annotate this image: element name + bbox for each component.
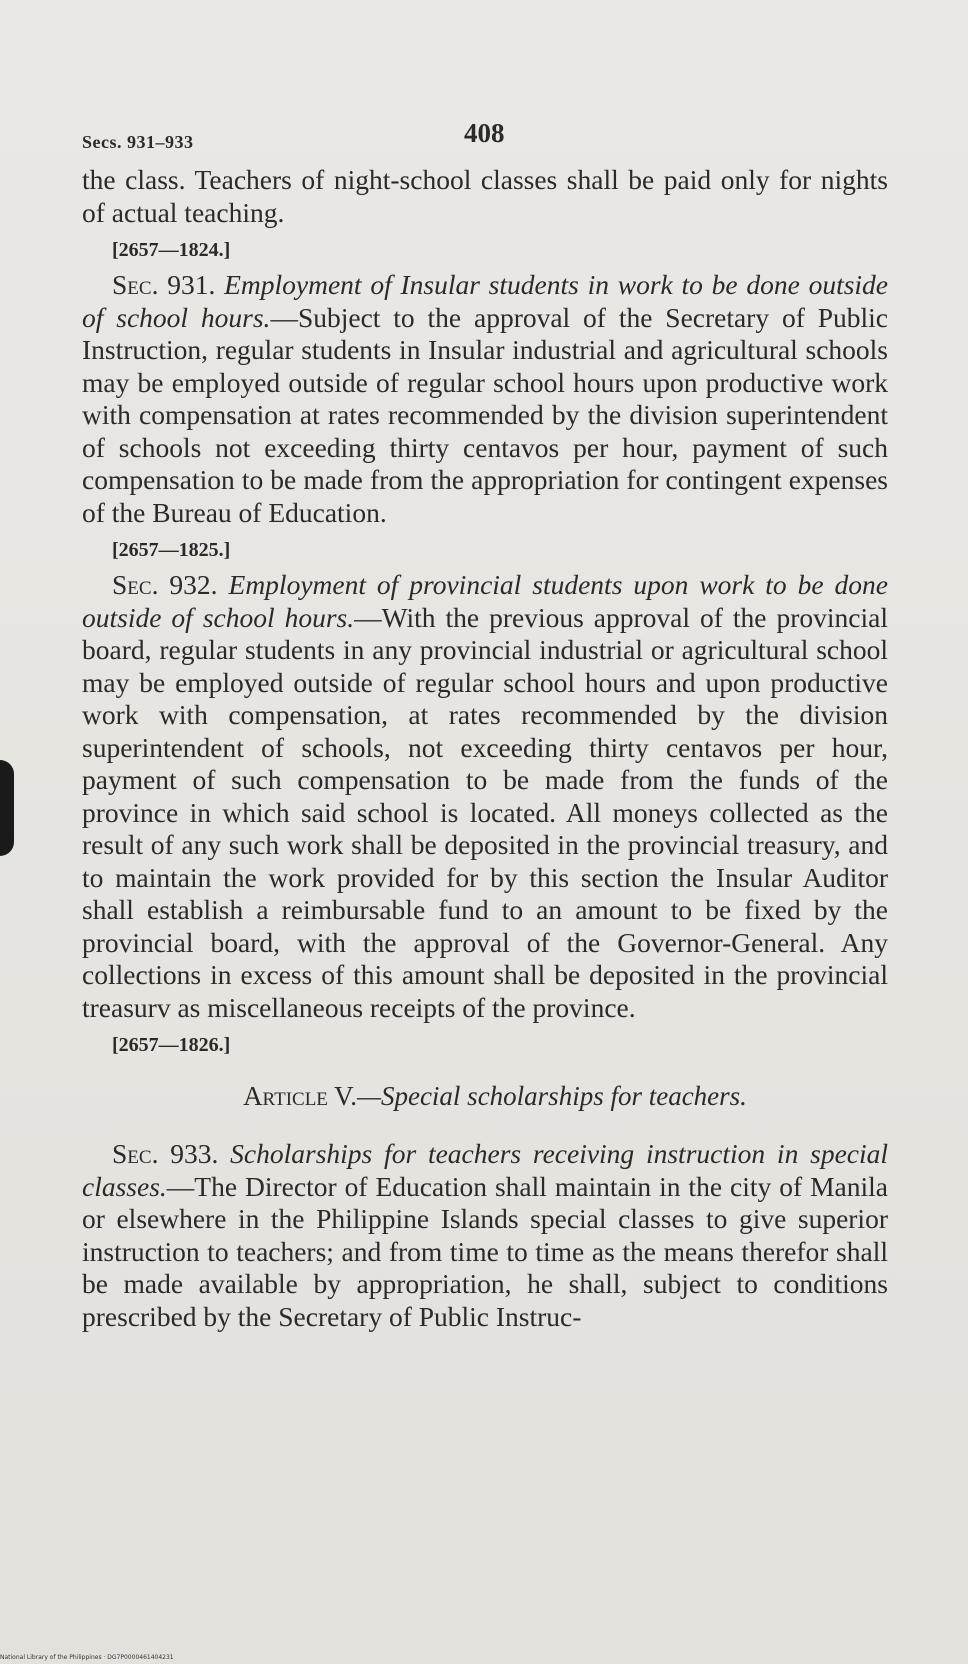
section-s933 (82, 1138, 888, 1333)
page-number: 408 (464, 118, 505, 148)
section-title: Employment of Insular students in work to be done outside of school hours. (82, 269, 889, 333)
source-citation: [2657—1825.] (112, 539, 231, 561)
running-head (82, 112, 888, 164)
source-citation: [2657—1824.] (112, 239, 231, 261)
section-label: Sec. 931. (112, 269, 216, 300)
source-citation: [2657—1826.] (112, 1034, 231, 1056)
page (82, 112, 888, 1333)
section-title: Employment of provincial students upon work to be done outside of school hours. (82, 569, 889, 633)
section-body: —The Director of Education shall maintain in the city of Manila or elsewhere in the Philippine Islands special classes to give superior instruction to teachers; and from time to time as the means therefor shall be made available by appropriation, he shall, subject to conditions prescribed by the Secretary of Public Instruc- (82, 1170, 888, 1332)
section-body: —With the previous approval of the provincial board, regular students in any provincial industrial or agricultural school may be employed outside of regular school hours and upon productive work with compensation, at rates recommended by the division superintendent of schools, not exceeding thirty centavos per hour, payment of such compensation to be made from the funds of the province in which said school is located. All moneys collected as the result of any such work shall be deposited in the provincial treasury, and to maintain the work provided for by this section the Insular Auditor shall establish a reimbursable fund to an amount to be fixed by the provincial board, with the approval of the Governor-General. Any collections in excess of this amount shall be deposited in the provincial treasurv as miscellaneous receipts of the province. (82, 601, 888, 1023)
scan-edge-blot (0, 760, 14, 856)
scan-footer-credit: National Library of the Philippines · DG7P0000461404231 (0, 1654, 174, 1661)
article-label: Article V. (243, 1081, 357, 1111)
article-title: —Special scholarships for teachers. (356, 1081, 747, 1111)
section-s932 (82, 569, 888, 1024)
section-label: Sec. 932. (112, 569, 218, 600)
section-s931 (82, 269, 888, 529)
section-title: Scholarships for teachers receiving instruction in special classes. (82, 1138, 889, 1202)
section-body: —Subject to the approval of the Secretary of Public Instruction, regular students in Insular industrial and agricultural schools may be employed outside of regular school hours upon productive work with compensation at rates recommended by the division superintendent of schools not exceeding thirty centavos per hour, payment of such compensation to be made from the appropriation for contingent expenses of the Bureau of Education. (82, 301, 888, 528)
article-heading (102, 1080, 888, 1112)
section-label: Sec. 933. (112, 1138, 219, 1169)
section-range: Secs. 931–933 (82, 132, 194, 152)
body-text (82, 164, 888, 1333)
paragraph-continuation: the class. Teachers of night-school classes shall be paid only for nights of actual teaching. (82, 164, 888, 228)
